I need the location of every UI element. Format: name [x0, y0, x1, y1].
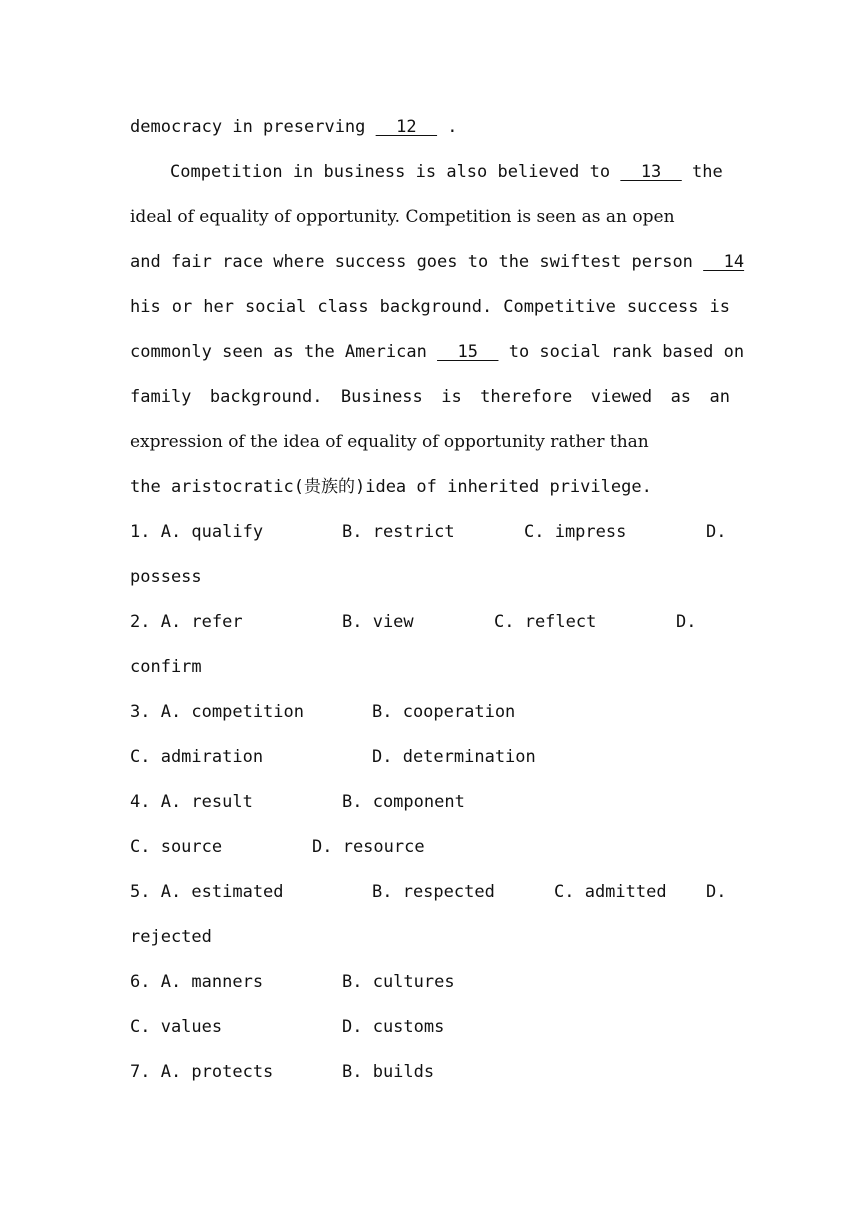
blank-15: 15	[437, 342, 499, 362]
question-2-option-c: C. reflect	[494, 612, 597, 632]
question-7-option-b: B. builds	[342, 1062, 435, 1082]
question-4-option-d: D. resource	[312, 837, 425, 857]
question-5-row-2	[130, 915, 730, 960]
question-4-row-1	[130, 780, 730, 825]
question-4-option-b: B. component	[342, 792, 465, 812]
passage-line-5: his or her social class background. Competitive success is	[130, 297, 730, 317]
passage-line-9: the aristocratic(贵族的)idea of inherited privilege.	[130, 477, 652, 497]
passage-line-6: commonly seen as the American 15 to social rank based on	[130, 342, 745, 362]
question-7-option-a: 7. A. protects	[130, 1062, 274, 1082]
blank-14: 14	[703, 252, 745, 272]
question-1-option-a: 1. A. qualify	[130, 522, 264, 542]
question-2-option-d-label: D.	[676, 612, 697, 632]
question-6-row-1	[130, 960, 730, 1005]
question-2-option-d: confirm	[130, 657, 202, 677]
question-1-option-c: C. impress	[524, 522, 627, 542]
question-1-option-d-label: D.	[706, 522, 727, 542]
question-1-row-1	[130, 510, 730, 555]
document-page	[130, 105, 745, 1095]
question-5-option-c: C. admitted	[554, 882, 667, 902]
passage-line-1: democracy in preserving 12 .	[130, 117, 458, 137]
question-7-row-1	[130, 1050, 730, 1095]
question-4-row-2	[130, 825, 730, 870]
question-6-option-a: 6. A. manners	[130, 972, 264, 992]
blank-12: 12	[375, 117, 438, 137]
question-1-row-2	[130, 555, 730, 600]
question-6-option-c: C. values	[130, 1017, 223, 1037]
question-5-option-d-label: D.	[706, 882, 727, 902]
question-5-row-1	[130, 870, 730, 915]
question-6-option-b: B. cultures	[342, 972, 455, 992]
question-3-option-b: B. cooperation	[372, 702, 516, 722]
question-4-option-c: C. source	[130, 837, 223, 857]
passage-line-7: family background. Business is therefore viewed as an	[130, 387, 730, 407]
question-2-row-2	[130, 645, 730, 690]
question-3-row-1	[130, 690, 730, 735]
question-1-option-d: possess	[130, 567, 202, 587]
question-5-option-b: B. respected	[372, 882, 495, 902]
question-6-row-2	[130, 1005, 730, 1050]
question-3-option-a: 3. A. competition	[130, 702, 304, 722]
question-3-option-d: D. determination	[372, 747, 536, 767]
passage-line-4: and fair race where success goes to the swiftest person 14	[130, 252, 745, 272]
passage-line-3: ideal of equality of opportunity. Competition is seen as an open	[130, 207, 675, 227]
question-5-option-d: rejected	[130, 927, 212, 947]
question-4-option-a: 4. A. result	[130, 792, 253, 812]
question-5-option-a: 5. A. estimated	[130, 882, 284, 902]
question-2-option-a: 2. A. refer	[130, 612, 243, 632]
question-1-option-b: B. restrict	[342, 522, 455, 542]
question-2-row-1	[130, 600, 730, 645]
question-2-option-b: B. view	[342, 612, 414, 632]
passage-line-8: expression of the idea of equality of opportunity rather than	[130, 432, 649, 452]
question-6-option-d: D. customs	[342, 1017, 445, 1037]
blank-13: 13	[620, 162, 682, 182]
passage-line-2: Competition in business is also believed to 13 the	[170, 162, 723, 182]
question-3-row-2	[130, 735, 730, 780]
question-3-option-c: C. admiration	[130, 747, 264, 767]
